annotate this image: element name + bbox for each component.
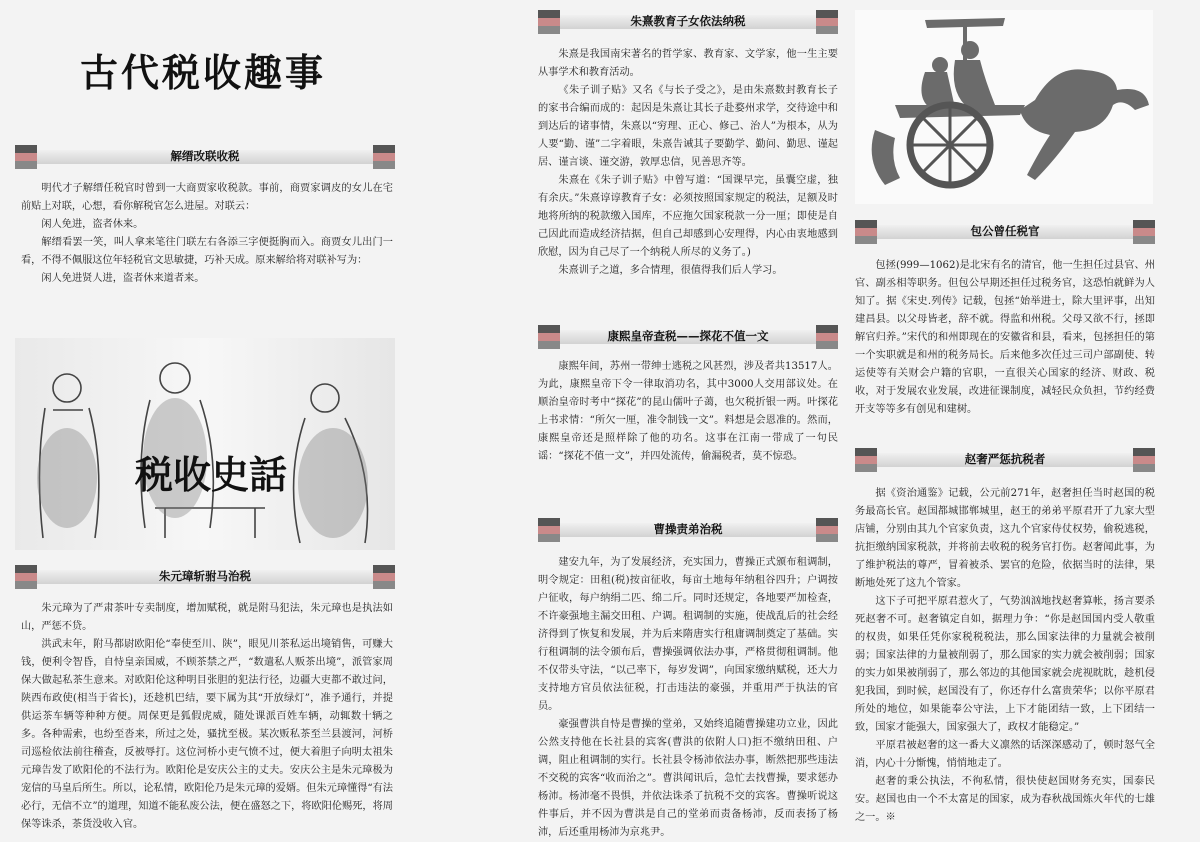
- paragraph: 平原君被赵奢的这一番大义凛然的话深深感动了，顿时怒气全消，内心十分惭愧，悄悄地走了。: [855, 740, 1155, 769]
- section-title: 康熙皇帝查税——探花不值一文: [607, 329, 769, 343]
- paragraph: 豪强曹洪自恃是曹操的堂弟，又始终追随曹操建功立业，因此公然支持他在长社县的宾客(曹洪的依附人口)拒不缴纳田租、户调，阻止租调制的实行。长社县令杨沛依法办事，断然把那些违法不交税的宾客“收而治之”。曹洪闻讯后，急忙去找曹操，要求惩办杨沛。杨沛毫不畏惧，并依法诛杀了抗税不交的宾客。曹操听说这件事后，并不因为曹洪是自己的堂弟而责备杨沛，反而表扬了杨沛，后还重用杨沛为京兆尹。: [538, 719, 838, 838]
- article-zhuyuanzhang: [21, 600, 393, 834]
- chariot-illustration: [855, 10, 1153, 204]
- section-header-xiejin: [15, 145, 395, 169]
- paragraph: 闲人免进，盗者休来。: [41, 219, 144, 230]
- scholars-illustration: [15, 338, 395, 550]
- paragraph: 包拯(999—1062)是北宋有名的清官，他一生担任过县官、州官、副丞相等职务。但包公早期还担任过税务官，这恐怕就鲜为人知了。据《宋史.列传》记载，包拯“始举进士，除大里评事，出知建昌县。以父母皆老，辞不就。得监和州税。父母又欲不行，拯即解官归养。”宋代的和州即现在的安徽省和县，看来，包拯担任的第一个实职就是和州的税务局长。后来他多次任过三司户部副使、转运使等有关财会户籍的官职，一直很关心国家的经济、财政、税收，对于发展农业发展，改进征课制度，减轻民众负担，节约经费开支等等多有创见和建树。: [855, 260, 1155, 415]
- article-zhuxi: [538, 46, 838, 280]
- section-header-kangxi: [538, 325, 838, 349]
- section-header-baogong: [855, 220, 1155, 244]
- section-title: 包公曾任税官: [970, 224, 1040, 238]
- paragraph: 解缙看罢一笑，叫人拿来笔往门联左右各添三字便挺胸而入。商贾女儿出门一看，不得不佩服这位年轻税官文思敏捷，巧补天成。原来解给将对联补写为：: [21, 237, 393, 266]
- paragraph: 朱元璋为了严肃茶叶专卖制度，增加赋税，就是附马犯法，朱元璋也是执法如山，严惩不贷。: [21, 603, 393, 632]
- article-xiejin: [21, 180, 393, 288]
- paragraph: 赵奢的秉公执法，不徇私情，很快使赵国财务充实，国泰民安。赵国也由一个不太富足的国家，成为春秋战国炼火年代的七雄之一。※: [855, 776, 1155, 823]
- article-caocao: [538, 554, 838, 842]
- paragraph: 朱熹训子之道，多合情理，很值得我们后人学习。: [558, 265, 783, 276]
- paragraph: 《朱子训子贴》又名《与长子受之》，是由朱熹数封教育长子的家书合编而成的：起因是朱熹让其长子赴婺州求学，交待途中和到达后的诸事情，朱熹以“穷理、正心、修己、治人”为根本，从为人要“勤、谨”二字着眼，朱熹告诫其子要勤学、勤问、勤思、谨起居、谨言谈、谨交游，敦厚忠信，见善思齐等。: [538, 85, 838, 168]
- page-title: 古代税收趣事: [80, 51, 327, 95]
- paragraph: 朱熹在《朱子训子贴》中曾写道：“国课早完，虽囊空虚，独有余庆。”朱熹谆谆教育子女：必须按照国家规定的税法，足额及时地将所纳的税款缴入国库，不应拖欠国家税款一分一厘；即使是自己因此而造成经济拮据，但自己却感到心安理得，内心由衷地感到欣慰，因为自己尽了一个纳税人所尽的义务了。): [538, 175, 838, 258]
- image-calligraphy: 税收史話: [135, 452, 288, 497]
- section-title: 朱熹教育子女依法纳税: [630, 14, 746, 28]
- chariot-image: [855, 10, 1153, 204]
- section-header-zhuxi: [538, 10, 838, 34]
- paragraph: 明代才子解缙任税官时曾到一大商贾家收税款。事前，商贾家调皮的女儿在宅前贴上对联，心想，看你解税官怎么进屋。对联云：: [21, 183, 393, 212]
- section-header-zhaoshe: [855, 448, 1155, 472]
- paragraph: 这下子可把平原君惹火了，气势汹汹地找赵奢算帐，扬言要杀死赵奢不可。赵奢镇定自如，据理力争：“你是赵国国内受人敬重的权贵，如果任凭你家税税税法，那么国家法律的力量就会被削弱；国家法律的力量被削弱了，那么国家的实力就会被削弱；国家的实力如果被削弱了，那么邻边的其他国家就会虎视眈眈，趁机侵犯我国，到时候，赵国没有了，你还存什么富贵荣华；以你平原君所处的地位，如果能奉公守法，上下才能团结一致，上下团结一致，国家才能强大，国家强大了，政权才能稳定。”: [855, 596, 1155, 733]
- article-baogong: [855, 257, 1155, 419]
- section-header-zhuyuanzhang: [15, 565, 395, 589]
- article-kangxi: [538, 358, 838, 466]
- section-header-caocao: [538, 518, 838, 542]
- section-title: 曹操责弟治税: [653, 522, 723, 536]
- paragraph: 朱熹是我国南宋著名的哲学家、教育家、文学家，他一生主要从事学术和教育活动。: [538, 49, 838, 78]
- paragraph: 闲人免进贤人进，盗者休来道者来。: [41, 273, 205, 284]
- ink-painting-image: [15, 338, 395, 550]
- paragraph: 康熙年间，苏州一带绅士逃税之风甚烈，涉及者共13517人。为此，康熙皇帝下令一律取消功名，其中3000人交用部议处。在顺治皇帝时考中“探花”的昆山儒叶子蔼，也欠税折银一两。叶探花上书求情：“所欠一厘，准令制钱一文”。料想是会恩准的。然而，康熙皇帝还是照样除了他的功名。这事在江南一带成了一句民谣：“探花不值一文”，并四处流传，偷漏税者，莫不惊恐。: [538, 361, 838, 462]
- article-zhaoshe: [855, 485, 1155, 827]
- paragraph: 洪武末年，附马都尉欧阳伦“奉使至川、陕”，眼见川茶私运出境销售，可赚大钱，便利令智昏，自恃皇亲国威，不顾茶禁之严，“数遣私人贩茶出境”，派管家周保大做起私茶生意来。对欧阳伦这种明目张胆的犯法行径，边疆大吏都不敢过问，陕西布政使(相当于省长)，还趁机巴结，要下属为其“开放绿灯”，准予通行，并提供运茶车辆等种种方便。周保更是狐假虎威，随处课派百姓车辆，动辄数十辆之多。各种需索，也纷至沓来，所过之处，骚扰至极。某次贩私茶至兰县渡河，河桥司巡检依法前往稽查，反被辱打。这位河桥小吏气愤不过，便大着胆子向明太祖朱元璋告发了欧阳伦的不法行为。欧阳伦是安庆公主的丈夫。安庆公主是朱元璋极为宠信的马皇后所生。所以，论私情，欧阳伦乃是朱元璋的爱婿。但朱元璋懂得“有法必行，无信不立”的道理，知道不能私废公法，便在盛怒之下，将欧阳伦赐死，将周保等诛杀，茶货没收入官。: [21, 639, 393, 830]
- section-title: 朱元璋斩驸马治税: [159, 569, 251, 583]
- section-title: 解缙改联收税: [170, 149, 240, 163]
- paragraph: 据《资治通鉴》记载，公元前271年，赵奢担任当时赵国的税务最高长官。赵国都城邯郸城里，赵王的弟弟平原君开了九家大型店铺，分别由其九个官家负责，这九个官家侍仗权势，偷税逃税，抗拒缴纳国家税款，并将前去收税的税务官打伤。赵奢闻此事，为了维护税法的尊严，冒着被杀、罢官的危险，依据当时的法律，果断地处死了这九个管家。: [855, 488, 1155, 589]
- paragraph: 建安九年，为了发展经济，充实国力，曹操正式颁布租调制，明令规定：田租(税)按亩征收，每亩土地每年纳租谷四升；户调按户征收，每户纳绢二匹、绵二斤。同时还规定，各地要严加检查，不许豪强地主漏交田租、户调。租调制的实施，使战乱后的社会经济得到了恢复和发展，并为后来隋唐实行租庸调制奠定了基础。实行租调制的法令颁布后，曹操强调依法办事，严格贯彻租调制。他不仅带头守法，“以己率下，每岁发调”，向国家缴纳赋税，还大力支持地方官员依法征税，打击违法的豪强，并重用严于执法的官员。: [538, 557, 838, 712]
- section-title: 赵奢严惩抗税者: [964, 452, 1046, 466]
